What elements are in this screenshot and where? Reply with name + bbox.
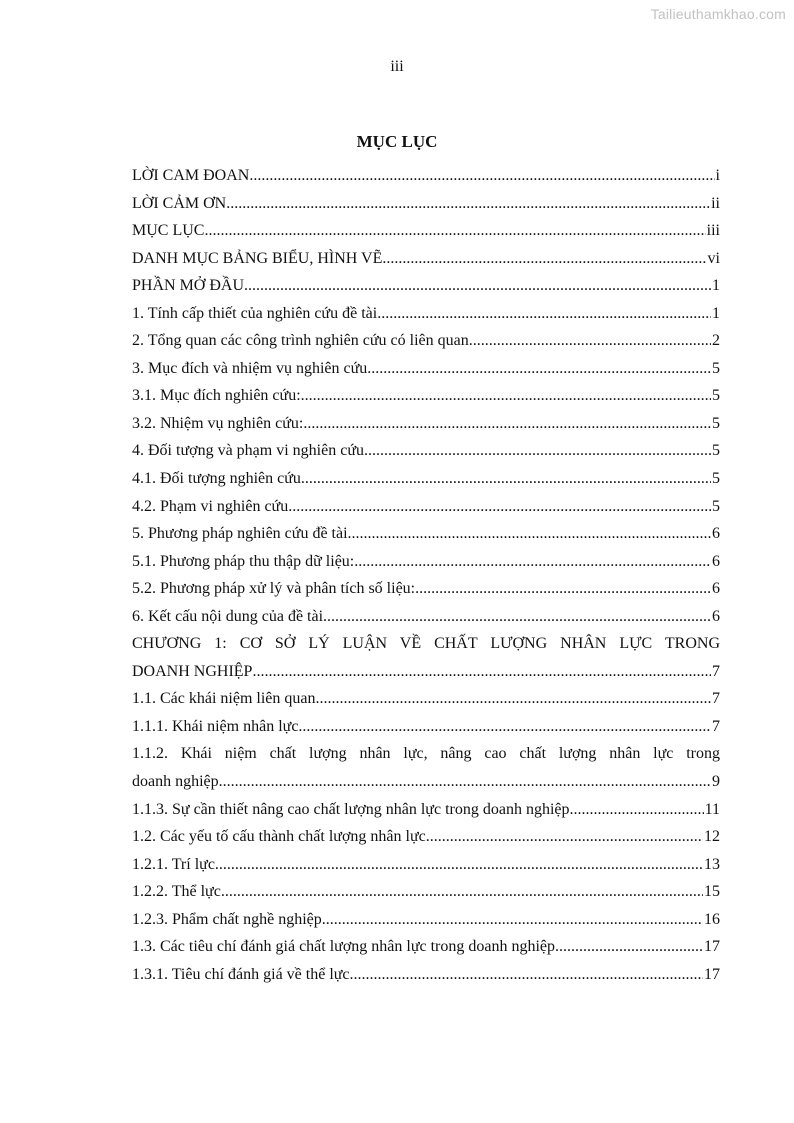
toc-entry[interactable] (132, 465, 720, 493)
toc-entry[interactable] (132, 768, 720, 796)
toc-entry-label: 1.2.1. Trí lực (132, 855, 215, 873)
watermark: Tailieuthamkhao.com (650, 6, 786, 22)
dot-leader (288, 493, 711, 521)
toc-entry-page: 11 (704, 800, 720, 818)
toc-entry[interactable] (132, 685, 720, 713)
toc-entry-label: 1.2.3. Phẩm chất nghề nghiệp (132, 910, 322, 928)
toc-entry-page: 2 (712, 332, 720, 350)
toc-entry-label: 1.3.1. Tiêu chí đánh giá về thể lực (132, 965, 350, 983)
dot-leader (367, 355, 711, 383)
toc-entry-label: 1.3. Các tiêu chí đánh giá chất lượng nhân lực trong doanh nghiệp (132, 938, 556, 956)
dot-leader (415, 575, 711, 603)
toc-entry[interactable] (132, 355, 720, 383)
toc-entry[interactable] (132, 575, 720, 603)
toc-entry-label: MỤC LỤC (132, 222, 205, 240)
toc-entry-page: 6 (712, 525, 720, 543)
toc-entry-label-line1: 1.1.2. Khái niệm chất lượng nhân lực, nâng cao chất lượng nhân lực trong (132, 745, 720, 763)
toc-entry-label: 5. Phương pháp nghiên cứu đề tài (132, 525, 348, 543)
toc-entry-label: 1.1.3. Sự cần thiết nâng cao chất lượng nhân lực trong doanh nghiệp (132, 800, 570, 818)
toc-entry[interactable] (132, 493, 720, 521)
toc-entry-page: 7 (712, 662, 720, 680)
table-of-contents (132, 162, 720, 988)
toc-entry-label: 5.2. Phương pháp xử lý và phân tích số liệu: (132, 580, 416, 598)
toc-entry-page: 6 (712, 580, 720, 598)
toc-entry-label-line1: CHƯƠNG 1: CƠ SỞ LÝ LUẬN VỀ CHẤT LƯỢNG NHÂN LỰC TRONG (132, 635, 720, 653)
dot-leader (252, 658, 711, 686)
toc-entry[interactable] (132, 382, 720, 410)
toc-entry[interactable] (132, 272, 720, 300)
dot-leader (204, 217, 705, 245)
toc-entry-page: 17 (704, 965, 720, 983)
dot-leader (221, 878, 703, 906)
toc-entry-label: 3.2. Nhiệm vụ nghiên cứu: (132, 414, 304, 432)
dot-leader (323, 603, 711, 631)
toc-entry[interactable] (132, 548, 720, 576)
toc-entry-label: PHẦN MỞ ĐẦU (132, 277, 245, 295)
toc-entry[interactable] (132, 245, 720, 273)
dot-leader (382, 245, 706, 273)
toc-entry-label: 1.1.1. Khái niệm nhân lực (132, 717, 299, 735)
toc-entry[interactable] (132, 878, 720, 906)
toc-entry[interactable] (132, 217, 720, 245)
toc-entry-page: 1 (712, 277, 720, 295)
dot-leader (569, 796, 703, 824)
toc-entry-page: 5 (712, 414, 720, 432)
dot-leader (301, 465, 711, 493)
toc-entry-page: 13 (704, 855, 720, 873)
toc-entry-label: 4.1. Đối tượng nghiên cứu (132, 470, 301, 488)
dot-leader (426, 823, 703, 851)
page-number: iii (390, 58, 404, 75)
toc-entry[interactable] (132, 162, 720, 190)
dot-leader (377, 300, 711, 328)
toc-entry-label: 4.2. Phạm vi nghiên cứu (132, 497, 289, 515)
toc-entry-page: 5 (712, 387, 720, 405)
toc-entry[interactable] (132, 906, 720, 934)
toc-entry-heading-line[interactable] (132, 740, 720, 768)
toc-entry[interactable] (132, 300, 720, 328)
toc-entry-page: 12 (704, 828, 720, 846)
toc-entry-page: 6 (712, 552, 720, 570)
toc-entry-page: 5 (712, 442, 720, 460)
toc-entry-page: ii (711, 194, 720, 212)
dot-leader (219, 768, 711, 796)
dot-leader (469, 327, 711, 355)
toc-entry[interactable] (132, 933, 720, 961)
toc-entry-page: 7 (712, 690, 720, 708)
toc-entry-page: 5 (712, 497, 720, 515)
dot-leader (348, 520, 711, 548)
toc-entry[interactable] (132, 410, 720, 438)
toc-entry-page: iii (706, 222, 720, 240)
toc-entry-page: vi (707, 249, 720, 267)
toc-entry-label: 3. Mục đích và nhiệm vụ nghiên cứu (132, 359, 368, 377)
dot-leader (364, 437, 711, 465)
toc-entry-page: 5 (712, 359, 720, 377)
toc-entry-page: 15 (704, 883, 720, 901)
toc-entry-label: 1.1. Các khái niệm liên quan (132, 690, 316, 708)
toc-entry-label: LỜI CAM ĐOAN (132, 167, 250, 184)
dot-leader (301, 382, 711, 410)
toc-entry-label: 3.1. Mục đích nghiên cứu: (132, 387, 301, 405)
toc-entry[interactable] (132, 327, 720, 355)
toc-entry[interactable] (132, 437, 720, 465)
dot-leader (350, 961, 703, 989)
dot-leader (555, 933, 703, 961)
toc-entry[interactable] (132, 520, 720, 548)
toc-entry-label: doanh nghiệp (132, 773, 219, 791)
dot-leader (354, 548, 711, 576)
dot-leader (244, 272, 711, 300)
dot-leader (322, 906, 703, 934)
toc-entry-label: 1.2.2. Thể lực (132, 883, 221, 901)
toc-entry[interactable] (132, 851, 720, 879)
toc-entry-page: 6 (712, 607, 720, 625)
toc-entry-page: 7 (712, 717, 720, 735)
toc-entry[interactable] (132, 190, 720, 218)
toc-entry[interactable] (132, 961, 720, 989)
toc-entry-label: DANH MỤC BẢNG BIỂU, HÌNH VẼ (132, 249, 383, 267)
dot-leader (215, 851, 703, 879)
toc-entry[interactable] (132, 823, 720, 851)
toc-entry-label: 1. Tính cấp thiết của nghiên cứu đề tài (132, 304, 378, 322)
dot-leader (303, 410, 711, 438)
toc-entry-page: 1 (712, 304, 720, 322)
toc-entry[interactable] (132, 603, 720, 631)
toc-entry-label: 1.2. Các yếu tố cấu thành chất lượng nhân lực (132, 828, 426, 846)
toc-entry-page: i (715, 167, 720, 184)
toc-entry[interactable] (132, 713, 720, 741)
dot-leader (316, 685, 711, 713)
toc-entry-page: 9 (712, 773, 720, 791)
toc-entry-page: 16 (704, 910, 720, 928)
toc-entry[interactable] (132, 796, 720, 824)
toc-entry-label: 6. Kết cấu nội dung của đề tài (132, 607, 324, 625)
toc-entry-label: 4. Đối tượng và phạm vi nghiên cứu (132, 442, 364, 460)
toc-entry-heading-line[interactable] (132, 630, 720, 658)
toc-title: MỤC LỤC (356, 132, 438, 151)
dot-leader (249, 162, 714, 190)
dot-leader (298, 713, 711, 741)
toc-entry-label: DOANH NGHIỆP (132, 662, 253, 680)
toc-entry[interactable] (132, 658, 720, 686)
toc-entry-page: 17 (704, 938, 720, 956)
toc-entry-label: 5.1. Phương pháp thu thập dữ liệu: (132, 552, 355, 570)
toc-entry-label: 2. Tổng quan các công trình nghiên cứu có liên quan (132, 332, 469, 350)
dot-leader (226, 190, 710, 218)
toc-entry-page: 5 (712, 470, 720, 488)
toc-entry-label: LỜI CẢM ƠN (132, 194, 227, 212)
